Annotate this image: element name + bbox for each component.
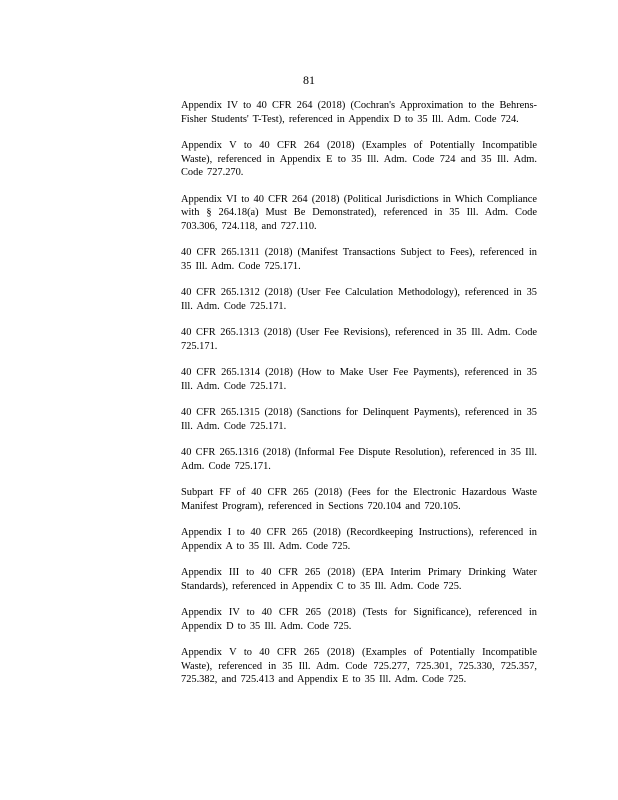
reference-entry: 40 CFR 265.1314 (2018) (How to Make User Fee Payments), referenced in 35 Ill. Adm. Code 725.171. xyxy=(181,367,537,392)
reference-entry: Appendix III to 40 CFR 265 (2018) (EPA Interim Primary Drinking Water Standards), referenced in Appendix C to 35 Ill. Adm. Code 725. xyxy=(181,567,537,592)
reference-entry: Appendix V to 40 CFR 265 (2018) (Examples of Potentially Incompatible Waste), referenced in 35 Ill. Adm. Code 725.277, 725.301, 725.330, 725.357, 725.382, and 725.413 and Appendix E to 35 Ill. Adm. Code 725. xyxy=(181,647,537,685)
page-number: 81 xyxy=(303,73,315,87)
reference-entry: Appendix VI to 40 CFR 264 (2018) (Political Jurisdictions in Which Compliance with § 264.18(a) Must Be Demonstrated), referenced in 35 Ill. Adm. Code 703.306, 724.118, and 727.110. xyxy=(181,193,537,232)
reference-entry: 40 CFR 265.1315 (2018) (Sanctions for Delinquent Payments), referenced in 35 Ill. Adm. Code 725.171. xyxy=(181,407,537,432)
reference-entry: Subpart FF of 40 CFR 265 (2018) (Fees for the Electronic Hazardous Waste Manifest Program), referenced in Sections 720.104 and 720.105. xyxy=(181,487,537,512)
reference-entry: Appendix IV to 40 CFR 264 (2018) (Cochran's Approximation to the Behrens-Fisher Students' T-Test), referenced in Appendix D to 35 Ill. Adm. Code 724. xyxy=(181,100,537,125)
reference-entry: 40 CFR 265.1312 (2018) (User Fee Calculation Methodology), referenced in 35 Ill. Adm. Code 725.171. xyxy=(181,287,537,312)
reference-list xyxy=(181,99,537,700)
reference-entry: Appendix I to 40 CFR 265 (2018) (Recordkeeping Instructions), referenced in Appendix A to 35 Ill. Adm. Code 725. xyxy=(181,527,537,552)
reference-entry: 40 CFR 265.1311 (2018) (Manifest Transactions Subject to Fees), referenced in 35 Ill. Adm. Code 725.171. xyxy=(181,247,537,272)
reference-entry: Appendix V to 40 CFR 264 (2018) (Examples of Potentially Incompatible Waste), referenced in Appendix E to 35 Ill. Adm. Code 724 and 35 Ill. Adm. Code 727.270. xyxy=(181,140,537,178)
reference-entry: 40 CFR 265.1316 (2018) (Informal Fee Dispute Resolution), referenced in 35 Ill. Adm. Code 725.171. xyxy=(181,447,537,472)
reference-entry: Appendix IV to 40 CFR 265 (2018) (Tests for Significance), referenced in Appendix D to 35 Ill. Adm. Code 725. xyxy=(181,607,537,632)
reference-entry: 40 CFR 265.1313 (2018) (User Fee Revisions), referenced in 35 Ill. Adm. Code 725.171. xyxy=(181,327,537,352)
